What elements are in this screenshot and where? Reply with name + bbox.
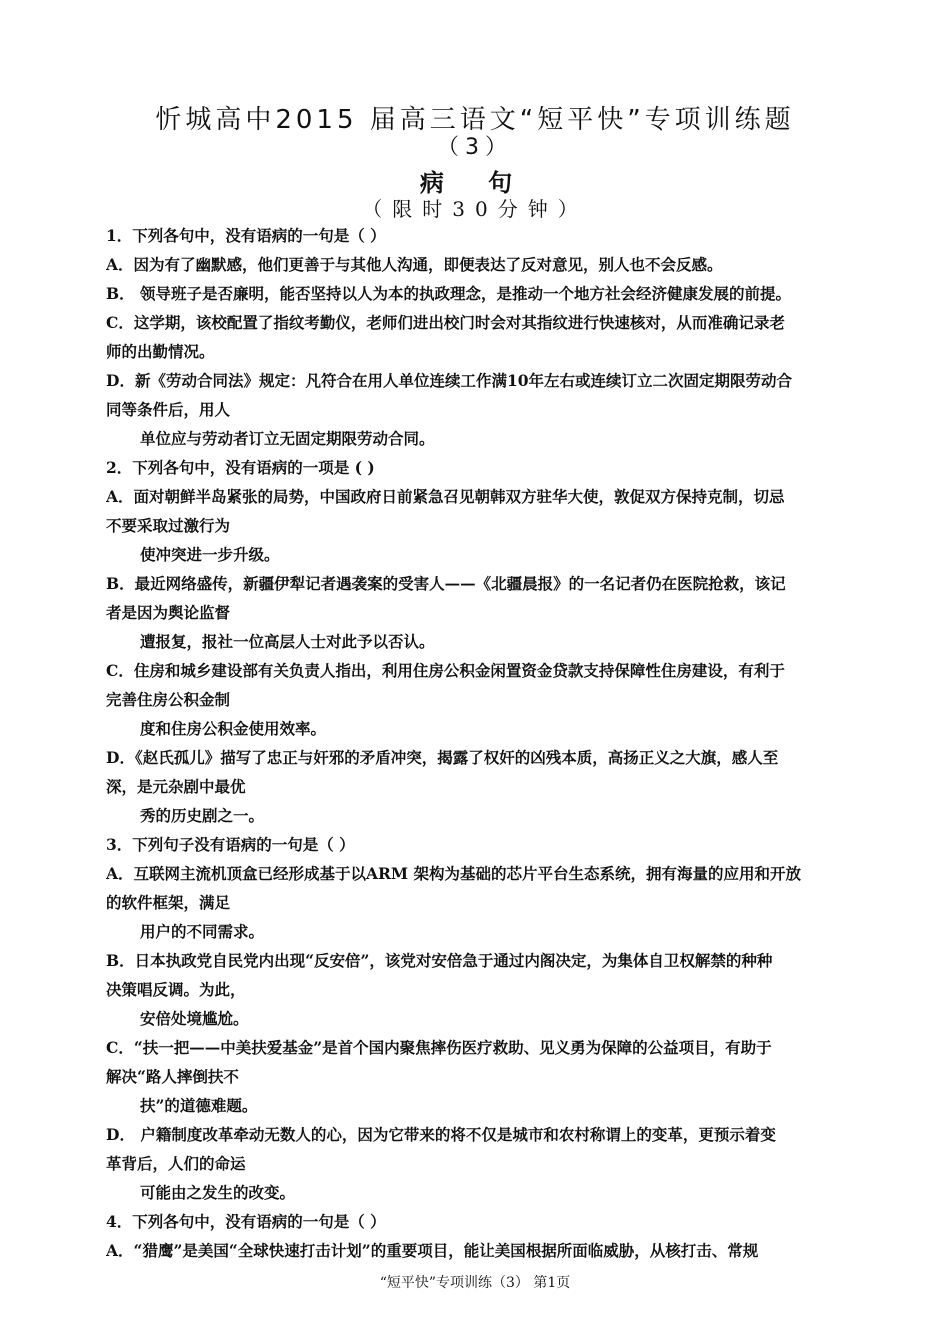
question-3-stem: 3．下列句子没有语病的一句是（ ） bbox=[106, 835, 355, 854]
question-1-stem: 1．下列各句中，没有语病的一句是（ ） bbox=[106, 226, 386, 245]
option-1d: D．新《劳动合同法》规定：凡符合在用人单位连续工作满10年左右或连续订立二次固定期限劳动合 bbox=[106, 371, 793, 390]
option-2c-cont2: 度和住房公积金使用效率。 bbox=[140, 719, 327, 738]
option-3b: B．日本执政党自民党内出现“反安倍”，该党对安倍急于通过内阁决定，为集体自卫权解禁的种种 bbox=[106, 951, 773, 970]
option-2b-cont2: 遭报复，报社一位高层人士对此予以否认。 bbox=[140, 632, 435, 651]
option-1d-cont2: 单位应与劳动者订立无固定期限劳动合同。 bbox=[140, 429, 435, 448]
option-1d-cont: 同等条件后，用人 bbox=[106, 400, 231, 419]
section-heading: 病 句 bbox=[419, 169, 531, 197]
option-3b-cont: 决策唱反调。为此， bbox=[106, 980, 246, 999]
option-1c: C．这学期，该校配置了指纹考勤仪，老师们进出校门时会对其指纹进行快速核对，从而准确记录老 bbox=[106, 313, 785, 332]
option-2c-cont: 完善住房公积金制 bbox=[106, 690, 231, 709]
option-3d-cont: 革背后，人们的命运 bbox=[106, 1154, 246, 1173]
option-1a: A．因为有了幽默感，他们更善于与其他人沟通，即便表达了反对意见，别人也不会反感。 bbox=[106, 255, 723, 274]
option-3c: C．“扶一把——中美扶爱基金”是首个国内聚焦摔伤医疗救助、见义勇为保障的公益项目，有助于 bbox=[106, 1038, 772, 1057]
option-1c-cont: 师的出勤情况。 bbox=[106, 342, 215, 361]
question-4-stem: 4．下列各句中，没有语病的一句是（ ） bbox=[106, 1212, 386, 1231]
option-3a-cont2: 用户的不同需求。 bbox=[140, 922, 265, 941]
option-3d-cont2: 可能由之发生的改变。 bbox=[140, 1183, 296, 1202]
option-2d-cont2: 秀的历史剧之一。 bbox=[140, 806, 265, 825]
document-title-number: （3） bbox=[437, 135, 513, 160]
option-1b: B． 领导班子是否廉明，能否坚持以人为本的执政理念，是推动一个地方社会经济健康发展的前提。 bbox=[106, 284, 792, 303]
option-2c: C．住房和城乡建设部有关负责人指出，利用住房公积金闲置资金贷款支持保障性住房建设，有利于 bbox=[106, 661, 785, 680]
option-2a-cont2: 使冲突进一步升级。 bbox=[140, 545, 280, 564]
option-2d-cont: 深，是元杂剧中最优 bbox=[106, 777, 246, 796]
option-2a-cont: 不要采取过激行为 bbox=[106, 516, 231, 535]
option-2a: A．面对朝鲜半岛紧张的局势，中国政府日前紧急召见朝韩双方驻华大使，敦促双方保持克制，切忌 bbox=[106, 487, 785, 506]
option-3b-cont2: 安倍处境尴尬。 bbox=[140, 1009, 249, 1028]
option-2b: B．最近网络盛传，新疆伊犁记者遇袭案的受害人——《北疆晨报》的一名记者仍在医院抢救，该记 bbox=[106, 574, 786, 593]
option-3c-cont2: 扶”的道德难题。 bbox=[140, 1096, 258, 1115]
option-3a: A．互联网主流机顶盒已经形成基于以ARM 架构为基础的芯片平台生态系统，拥有海量的应用和开放 bbox=[106, 864, 801, 883]
document-title: 忻城高中2015 届高三语文“短平快”专项训练题 bbox=[155, 105, 795, 135]
option-2b-cont: 者是因为舆论监督 bbox=[106, 603, 231, 622]
question-2-stem: 2．下列各句中，没有语病的一项是 ( ) bbox=[106, 458, 375, 477]
question-body bbox=[106, 221, 876, 1265]
option-3d: D． 户籍制度改革牵动无数人的心，因为它带来的将不仅是城市和农村称谓上的变革，更预示着变 bbox=[106, 1125, 776, 1144]
time-limit: （限时30分钟） bbox=[362, 197, 588, 221]
page-footer: “短平快”专项训练（3） 第1页 bbox=[379, 1275, 571, 1291]
option-2d: D．《赵氏孤儿》描写了忠正与奸邪的矛盾冲突，揭露了权奸的凶残本质，高扬正义之大旗，感人至 bbox=[106, 748, 779, 767]
option-3a-cont: 的软件框架，满足 bbox=[106, 893, 231, 912]
option-3c-cont: 解决“路人摔倒扶不 bbox=[106, 1067, 239, 1086]
option-4a: A．“猎鹰”是美国“全球快速打击计划”的重要项目，能让美国根据所面临威胁，从核打击、常规 bbox=[106, 1241, 759, 1260]
